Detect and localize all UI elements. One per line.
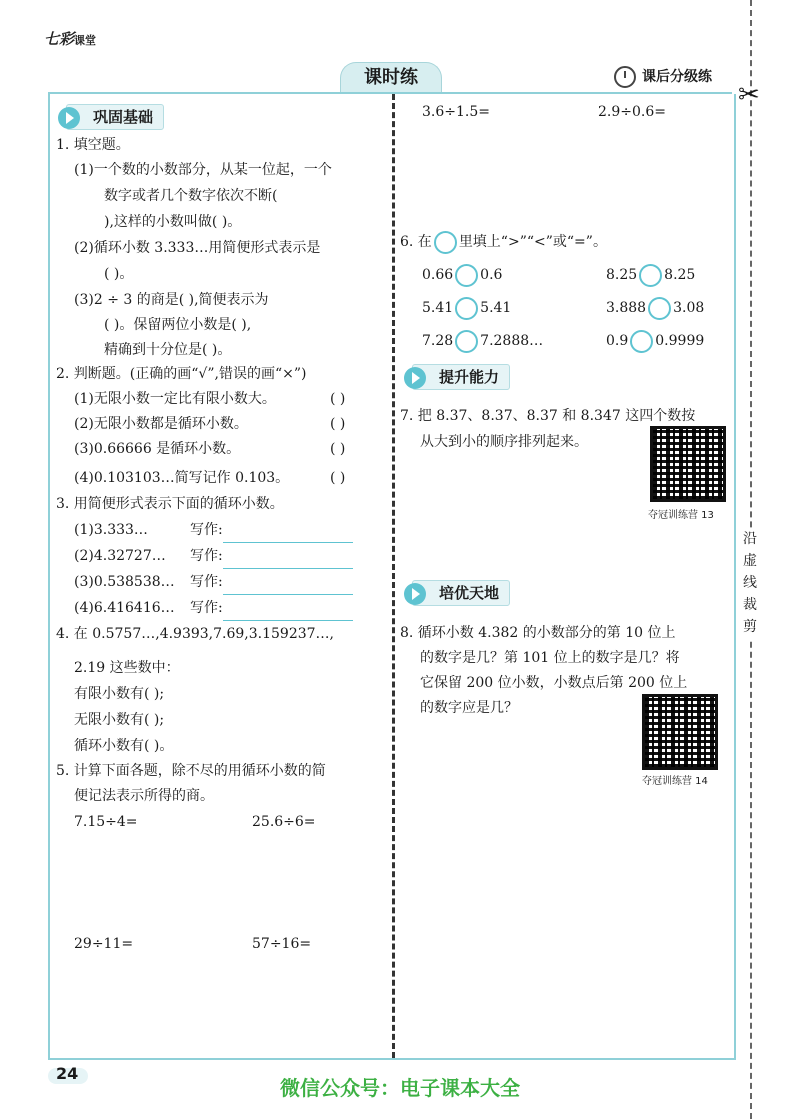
q1-2-line-b: ( )。 (104, 266, 134, 282)
q1-3-line-c: 精确到十分位是( )。 (104, 342, 232, 358)
q3-2-answer-line[interactable] (223, 552, 353, 569)
q3-4: (4)6.416416… (74, 600, 175, 616)
compare-2: 8.25 8.25 (606, 263, 695, 288)
q3-3: (3)0.538538… (74, 574, 175, 590)
question-8-line-c: 它保留 200 位小数，小数点后第 200 位上 (420, 675, 688, 691)
q1-1-line-a: (1)一个数的小数部分，从某一位起，一个 (74, 162, 332, 178)
q3-1-write: 写作: (190, 518, 353, 543)
compare-6: 0.9 0.9999 (606, 329, 704, 354)
question-1: 1. 填空题。 (56, 137, 130, 153)
question-8-line-d: 的数字应是几？ (420, 700, 518, 716)
page-title: 课时练 (340, 62, 442, 93)
compare-5: 7.28 7.2888… (422, 329, 543, 354)
calc-6: 2.9÷0.6= (598, 104, 666, 120)
calc-4: 57÷16= (252, 936, 312, 952)
play-icon (404, 367, 426, 389)
question-7-line-b: 从大到小的顺序排列起来。 (420, 434, 588, 450)
q2-1: (1)无限小数一定比有限小数大。 (74, 391, 276, 407)
q1-1-line-b: 数字或者几个数字依次不断( (104, 188, 278, 204)
section-basics: 巩固基础 (58, 104, 164, 128)
play-icon (58, 107, 80, 129)
compare-circle-sample (434, 231, 457, 254)
column-divider (392, 94, 395, 1058)
section-excel: 培优天地 (404, 580, 510, 604)
section-improve: 提升能力 (404, 364, 510, 388)
alarm-clock-icon (614, 66, 636, 88)
compare-1: 0.66 0.6 (422, 263, 502, 288)
q3-2-write: 写作: (190, 544, 353, 569)
q3-1-answer-line[interactable] (223, 526, 353, 543)
question-7-line-a: 7. 把 8.37、8.37、8.37 和 8.347 这四个数按 (400, 408, 696, 424)
question-6: 6. 在 里填上“>”“<”或“=”。 (400, 230, 607, 255)
q1-1-line-c: ),这样的小数叫做( )。 (104, 214, 242, 230)
q2-3-answer[interactable]: ( ) (330, 441, 346, 457)
compare-circle-6[interactable] (630, 330, 653, 353)
footer-watermark: 微信公众号：电子课本大全 (280, 1076, 520, 1100)
compare-circle-3[interactable] (455, 297, 478, 320)
q3-3-answer-line[interactable] (223, 578, 353, 595)
cut-instruction: 沿虚线裁剪 (738, 528, 762, 638)
calc-1: 7.15÷4= (74, 814, 138, 830)
q2-4: (4)0.103103…简写记作 0.103。 (74, 470, 290, 486)
calc-2: 25.6÷6= (252, 814, 316, 830)
q4-recurring: 循环小数有( )。 (74, 738, 174, 754)
q1-3-line-b: ( )。保留两位小数是( ), (104, 317, 252, 333)
question-8-line-b: 的数字是几？第 101 位上的数字是几？将 (420, 650, 680, 666)
question-2: 2. 判断题。(正确的画“√”,错误的画“×”) (56, 366, 307, 382)
q3-4-write: 写作: (190, 596, 353, 621)
calc-3: 29÷11= (74, 936, 134, 952)
compare-3: 5.41 5.41 (422, 296, 511, 321)
q1-2-line-a: (2)循环小数 3.333…用简便形式表示是 (74, 240, 321, 256)
compare-circle-4[interactable] (648, 297, 671, 320)
qr-caption-13: 夺冠训练营 13 (648, 510, 714, 521)
q2-2: (2)无限小数都是循环小数。 (74, 416, 248, 432)
play-icon (404, 583, 426, 605)
question-5-line-b: 便记法表示所得的商。 (74, 788, 214, 804)
question-3: 3. 用简便形式表示下面的循环小数。 (56, 496, 284, 512)
q4-finite: 有限小数有( ); (74, 686, 165, 702)
question-5-line-a: 5. 计算下面各题，除不尽的用循环小数的简 (56, 763, 326, 779)
q2-1-answer[interactable]: ( ) (330, 391, 346, 407)
q2-2-answer[interactable]: ( ) (330, 416, 346, 432)
q1-3-line-a: (3)2 ÷ 3 的商是( ),简便表示为 (74, 292, 269, 308)
qr-code-14[interactable] (642, 694, 718, 770)
brand-logo: 七彩课堂 (44, 30, 97, 48)
question-8-line-a: 8. 循环小数 4.382 的小数部分的第 10 位上 (400, 625, 676, 641)
q2-3: (3)0.66666 是循环小数。 (74, 441, 241, 457)
qr-code-13[interactable] (650, 426, 726, 502)
question-4-line-a: 4. 在 0.5757…,4.9393,7.69,3.159237…, (56, 626, 335, 642)
scissors-icon: ✂ (738, 80, 760, 110)
question-4-line-b: 2.19 这些数中： (74, 660, 180, 676)
qr-caption-14: 夺冠训练营 14 (642, 776, 708, 787)
compare-circle-2[interactable] (639, 264, 662, 287)
q3-4-answer-line[interactable] (223, 604, 353, 621)
header-right-label: 课后分级练 (614, 66, 712, 88)
compare-circle-1[interactable] (455, 264, 478, 287)
compare-4: 3.888 3.08 (606, 296, 704, 321)
page-number: 24 (56, 1064, 79, 1083)
calc-5: 3.6÷1.5= (422, 104, 490, 120)
q4-infinite: 无限小数有( ); (74, 712, 165, 728)
compare-circle-5[interactable] (455, 330, 478, 353)
q3-3-write: 写作: (190, 570, 353, 595)
q3-2: (2)4.32727… (74, 548, 166, 564)
q2-4-answer[interactable]: ( ) (330, 470, 346, 486)
q3-1: (1)3.333… (74, 522, 148, 538)
